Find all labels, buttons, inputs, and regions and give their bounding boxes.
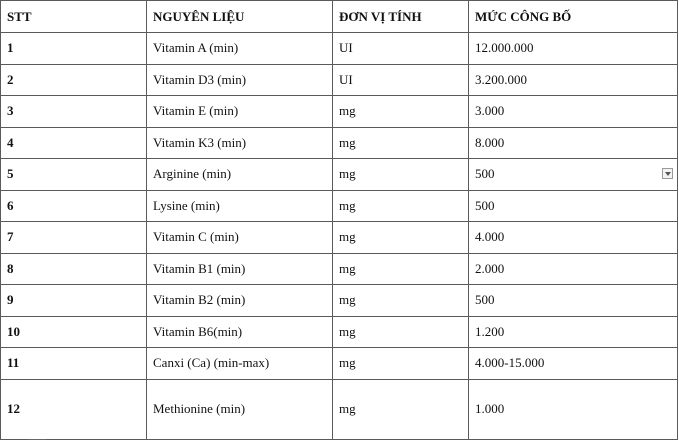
unit-cell: mg: [333, 348, 469, 380]
row-number: 1: [1, 33, 147, 65]
header-stt: STT: [1, 1, 147, 33]
ingredient-name: Vitamin C (min): [147, 222, 333, 254]
unit-cell: mg: [333, 316, 469, 348]
chevron-down-icon[interactable]: [662, 168, 673, 179]
ingredient-name: Arginine (min): [147, 159, 333, 191]
value-cell-with-dropdown[interactable]: [469, 159, 678, 191]
unit-cell: mg: [333, 159, 469, 191]
row-number: 10: [1, 316, 147, 348]
unit-cell: mg: [333, 253, 469, 285]
row-number: 2: [1, 64, 147, 96]
row-number: 9: [1, 285, 147, 317]
value-cell: 1.000: [469, 379, 678, 439]
table-row: [1, 127, 678, 159]
ingredient-name: Vitamin B2 (min): [147, 285, 333, 317]
table-row: [1, 348, 678, 380]
table-row: [1, 159, 678, 191]
ingredient-name: Vitamin D3 (min): [147, 64, 333, 96]
ingredient-name: Vitamin K3 (min): [147, 127, 333, 159]
unit-cell: mg: [333, 190, 469, 222]
ingredient-name: Lysine (min): [147, 190, 333, 222]
row-number: 4: [1, 127, 147, 159]
value-cell: 1.200: [469, 316, 678, 348]
table-row: [1, 33, 678, 65]
value-cell: 2.000: [469, 253, 678, 285]
table-row: [1, 222, 678, 254]
row-number: 6: [1, 190, 147, 222]
unit-cell: UI: [333, 64, 469, 96]
table-row: [1, 96, 678, 128]
value-text: 500: [475, 166, 495, 182]
value-cell: 500: [469, 285, 678, 317]
header-value: MỨC CÔNG BỐ: [469, 1, 678, 33]
ingredient-name: Vitamin E (min): [147, 96, 333, 128]
row-number: 8: [1, 253, 147, 285]
ingredient-name: Vitamin B1 (min): [147, 253, 333, 285]
table-row: [1, 64, 678, 96]
value-cell: 4.000: [469, 222, 678, 254]
value-cell: 3.000: [469, 96, 678, 128]
row-number: 3: [1, 96, 147, 128]
table-row: [1, 316, 678, 348]
unit-cell: mg: [333, 285, 469, 317]
row-number: 12: [1, 379, 147, 439]
ingredient-name: Vitamin A (min): [147, 33, 333, 65]
ingredient-name: Vitamin B6(min): [147, 316, 333, 348]
row-number: 11: [1, 348, 147, 380]
ingredient-name: Methionine (min): [147, 379, 333, 439]
page-edge-mark: [28, 439, 46, 440]
table-row: [1, 190, 678, 222]
value-cell: 12.000.000: [469, 33, 678, 65]
unit-cell: mg: [333, 96, 469, 128]
table-row: [1, 253, 678, 285]
value-cell: 4.000-15.000: [469, 348, 678, 380]
value-cell: 3.200.000: [469, 64, 678, 96]
table-row: [1, 285, 678, 317]
unit-cell: UI: [333, 33, 469, 65]
header-unit: ĐƠN VỊ TÍNH: [333, 1, 469, 33]
table-header-row: [1, 1, 678, 33]
unit-cell: mg: [333, 127, 469, 159]
row-number: 7: [1, 222, 147, 254]
ingredient-name: Canxi (Ca) (min-max): [147, 348, 333, 380]
header-ingredient: NGUYÊN LIỆU: [147, 1, 333, 33]
value-cell: 8.000: [469, 127, 678, 159]
unit-cell: mg: [333, 379, 469, 439]
unit-cell: mg: [333, 222, 469, 254]
row-number: 5: [1, 159, 147, 191]
table-row: [1, 379, 678, 439]
value-cell: 500: [469, 190, 678, 222]
